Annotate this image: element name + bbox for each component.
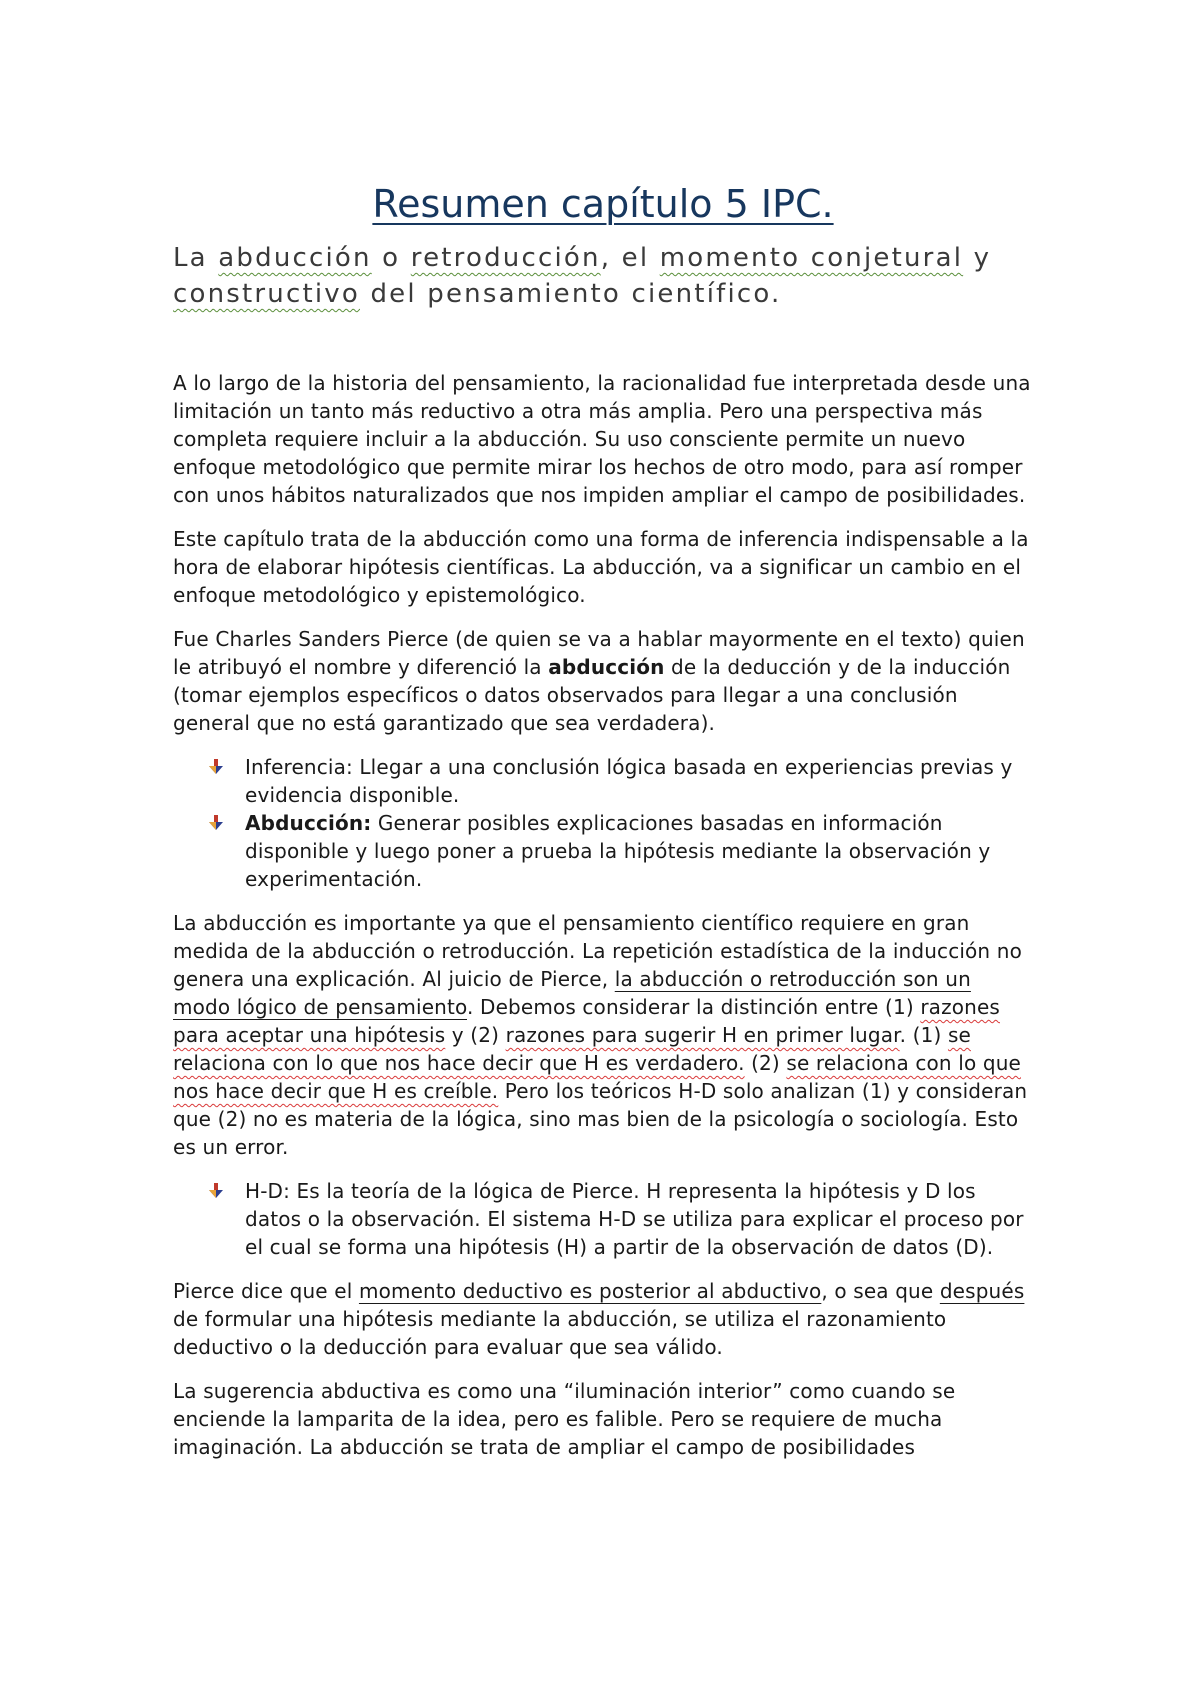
bold-term: abducción [548, 655, 665, 679]
list-item-text: H-D: Es la teoría de la lógica de Pierce. H representa la hipótesis y D los datos o la observación. El sistema H-D se utiliza para explicar el proceso por el cual se forma una hipótesis (H) a partir de la observación de datos (D). [245, 1179, 1024, 1259]
subtitle-text: La [173, 243, 219, 273]
bullet-list-2 [173, 1177, 1033, 1261]
underlined-phrase: la abducción o retroducción son un modo lógico de pensamiento [173, 967, 971, 1019]
arrow-down-bullet-icon [209, 815, 223, 831]
paragraph-text: La abducción es importante ya que el pensamiento científico requiere en gran medida de la abducción o retroducción. La repetición estadística de la inducción no genera una explicación. Al juicio de Pierce, [173, 911, 1022, 991]
subtitle-text: , el [600, 243, 660, 273]
list-item-text: Inferencia: Llegar a una conclusión lógica basada en experiencias previas y evidencia disponible. [245, 755, 1013, 807]
subtitle-term-momento: momento conjetural [659, 243, 964, 273]
list-item [245, 809, 1033, 893]
subtitle-term-abduccion: abducción [218, 243, 372, 273]
paragraph-text: (2) [744, 1051, 787, 1075]
subtitle-text: y [963, 243, 992, 273]
paragraph-3 [173, 625, 1033, 737]
paragraph-text: Fue Charles Sanders Pierce (de quien se va a hablar mayormente en el texto) quien le atribuyó el nombre y diferenció la [173, 627, 1025, 679]
paragraph-text: de formular una hipótesis mediante la abducción, se utiliza el razonamiento deductivo o la deducción para evaluar que sea válido. [173, 1307, 947, 1359]
arrow-down-bullet-icon [209, 759, 223, 775]
list-item-lead: Abducción: [245, 811, 372, 835]
paragraph-text: . (1) [899, 1023, 948, 1047]
list-item [245, 753, 1033, 809]
paragraph-text: Pierce dice que el [173, 1279, 359, 1303]
paragraph-text: y (2) [445, 1023, 506, 1047]
underlined-phrase: se relaciona con lo que nos hace decir que H es verdadero. [173, 1023, 971, 1075]
document-body [173, 369, 1033, 1477]
underlined-phrase: se relaciona con lo que nos hace decir que H es creíble. [173, 1051, 1021, 1103]
paragraph-2: Este capítulo trata de la abducción como una forma de inferencia indispensable a la hora de elaborar hipótesis científicas. La abducción, va a significar un cambio en el enfoque metodológico y epistemológico. [173, 527, 1029, 607]
paragraph-5 [173, 1277, 1033, 1361]
subtitle-term-retroduccion: retroducción [410, 243, 601, 273]
underlined-phrase: razones para sugerir H en primer lugar [505, 1023, 900, 1047]
list-item [245, 1177, 1033, 1261]
paragraph-text: de la deducción y de la inducción (tomar ejemplos específicos o datos observados para llegar a una conclusión general que no está garantizado que sea verdadera). [173, 655, 1011, 735]
paragraph-1: A lo largo de la historia del pensamiento, la racionalidad fue interpretada desde una limitación un tanto más reductivo a otra más amplia. Pero una perspectiva más completa requiere incluir a la abducción. Su uso consciente permite un nuevo enfoque metodológico que permite mirar los hechos de otro modo, para así romper con unos hábitos naturalizados que nos impiden ampliar el campo de posibilidades. [173, 371, 1031, 507]
paragraph-text: , o sea que [821, 1279, 940, 1303]
subtitle-term-constructivo: constructivo [173, 279, 360, 309]
arrow-down-bullet-icon [209, 1183, 223, 1199]
underlined-phrase: momento deductivo es posterior al abductivo [358, 1279, 822, 1303]
paragraph-4 [173, 909, 1033, 1161]
paragraph-text: Pero los teóricos H-D solo analizan (1) y consideran que (2) no es materia de la lógica, sino mas bien de la psicología o sociología. Esto es un error. [173, 1079, 1028, 1159]
paragraph-6: La sugerencia abductiva es como una “iluminación interior” como cuando se enciende la lamparita de la idea, pero es falible. Pero se requiere de mucha imaginación. La abducción se trata de ampliar el campo de posibilidades [173, 1379, 956, 1459]
subtitle-text: del pensamiento científico. [360, 279, 782, 309]
document-subtitle [173, 240, 1033, 312]
underlined-word: después [939, 1279, 1025, 1303]
list-item-text: Generar posibles explicaciones basadas en información disponible y luego poner a prueba la hipótesis mediante la observación y experimentación. [245, 811, 991, 891]
paragraph-text: . Debemos considerar la distinción entre (1) [467, 995, 921, 1019]
subtitle-text: o [371, 243, 411, 273]
bullet-list-1 [173, 753, 1033, 893]
document-title: Resumen capítulo 5 IPC. [372, 182, 834, 226]
underlined-phrase: razones para aceptar una hipótesis [173, 995, 1000, 1047]
